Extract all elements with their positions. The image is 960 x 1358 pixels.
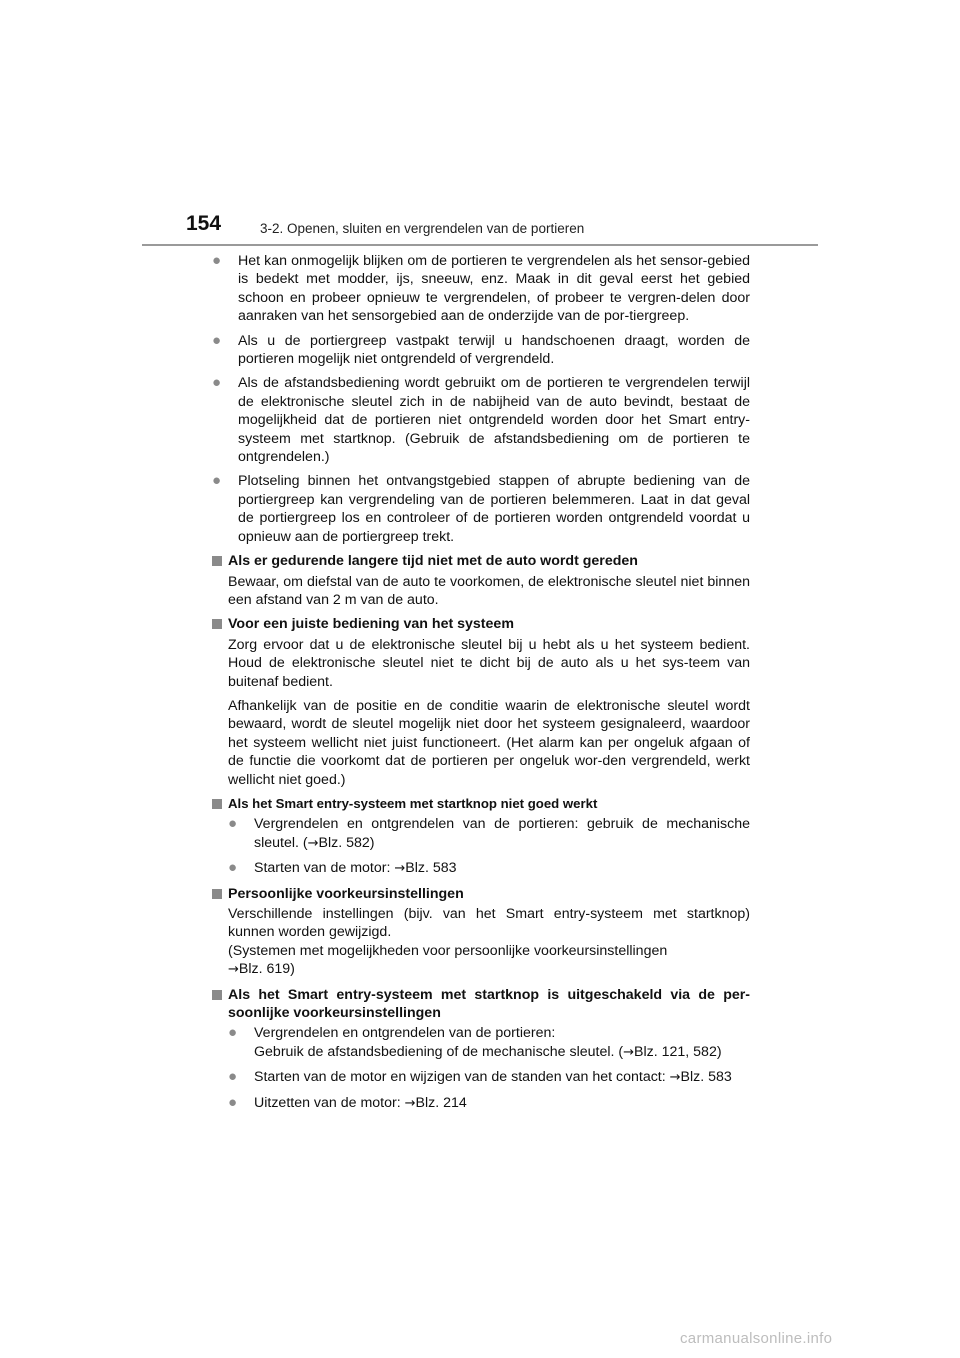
list-item: ● Het kan onmogelijk blijken om de portieren te vergrendelen als het sensor-gebied is bedekt met modder, ijs, sneeuw, enz. Maak in dit geval eerst het gebied schoon en probeer opnieuw te vergrendelen, of probeer te vergren-delen door aanraken van het sensorgebied aan de onderzijde van de por-tiergreep. <box>212 252 750 325</box>
list-item: ● Vergrendelen en ontgrendelen van de portieren: Gebruik de afstandsbediening of de mechanische sleutel. (→Blz. 121, 582) <box>228 1024 722 1060</box>
section-heading: Als het Smart entry-systeem met startknop niet goed werkt <box>212 795 750 813</box>
arrow-icon: → <box>404 1095 416 1111</box>
page-content <box>212 252 750 1119</box>
bullet-icon: ● <box>228 1068 238 1086</box>
arrow-icon: → <box>307 835 319 851</box>
list-item: ● Uitzetten van de motor: →Blz. 214 <box>228 1093 467 1111</box>
page-reference: Blz. 619) <box>238 961 295 978</box>
bullet-icon: ● <box>212 252 222 269</box>
list-item: ● Starten van de motor: →Blz. 583 <box>228 859 457 877</box>
square-bullet-icon <box>212 889 222 899</box>
header-divider <box>142 244 818 246</box>
watermark: carmanualsonline.info <box>680 1330 833 1347</box>
section-heading: Persoonlijke voorkeursinstellingen <box>212 885 750 903</box>
arrow-icon: → <box>669 1070 681 1086</box>
page-reference: Blz. 583 <box>405 860 457 877</box>
page-reference: Blz. 582) <box>318 834 375 851</box>
section-heading: Als het Smart entry-systeem met startknop is uitgeschakeld via de per-soonlijke voorkeursinstellingen <box>212 986 750 1023</box>
page-reference: Blz. 121, 582) <box>634 1043 722 1060</box>
square-bullet-icon <box>212 990 222 1000</box>
paragraph: Zorg ervoor dat u de elektronische sleutel bij u hebt als u het systeem bedient. Houd de elektronische sleutel niet te dicht bij de auto als u het sys-teem van buitenaf bedient. <box>228 636 750 690</box>
square-bullet-icon <box>212 556 222 566</box>
list-item: ● Plotseling binnen het ontvangstgebied stappen of abrupte bediening van de portiergreep kan vergrendeling van de portieren belemmeren. Laat in dat geval de portiergreep los en controleer of de portieren worden ontgrendeld voordat u opnieuw aan de portiergreep trekt. <box>212 472 750 545</box>
square-bullet-icon <box>212 799 222 809</box>
page-reference: Blz. 583 <box>680 1069 732 1086</box>
bullet-icon: ● <box>228 859 238 877</box>
arrow-icon: → <box>228 962 239 978</box>
list-item: ● Als de afstandsbediening wordt gebruikt om de portieren te vergrendelen terwijl de elektronische sleutel zich in de nabijheid van de auto bevindt, bestaat de mogelijkheid dat de portieren niet ontgrendeld worden door het Smart entry-systeem met startknop. (Gebruik de afstandsbediening om de portieren te ontgrendelen.) <box>212 374 750 466</box>
page-reference: Blz. 214 <box>415 1094 467 1111</box>
paragraph: Verschillende instellingen (bijv. van het Smart entry-systeem met startknop) kunnen worden gewijzigd. (Systemen met mogelijkheden voor persoonlijke voorkeursinstellingen →Blz. 619) <box>228 906 750 978</box>
section-heading: Als er gedurende langere tijd niet met de auto wordt gereden <box>212 552 750 570</box>
list-item: ● Als u de portiergreep vastpakt terwijl u handschoenen draagt, worden de portieren mogelijk niet ontgrendeld of vergrendeld. <box>212 331 750 368</box>
bullet-icon: ● <box>212 331 222 349</box>
bullet-icon: ● <box>228 815 238 833</box>
arrow-icon: → <box>623 1044 635 1060</box>
paragraph: Afhankelijk van de positie en de conditie waarin de elektronische sleutel wordt bewaard, wordt de sleutel mogelijk niet door het systeem gesignaleerd, waardoor het systeem wellicht niet juist functioneert. (Het alarm kan per ongeluk afgaan of de functie die voorkomt dat de portieren per ongeluk wor-den vergrendeld, werkt wellicht niet goed.) <box>228 697 750 788</box>
list-item: ● Vergrendelen en ontgrendelen van de portieren: gebruik de mechanische sleutel. (→Blz. 582) <box>228 815 750 851</box>
list-item: ● Starten van de motor en wijzigen van de standen van het contact: →Blz. 583 <box>228 1068 732 1086</box>
bullet-icon: ● <box>228 1093 238 1111</box>
section-title: 3-2. Openen, sluiten en vergrendelen van de portieren <box>260 221 585 236</box>
paragraph: Bewaar, om diefstal van de auto te voorkomen, de elektronische sleutel niet binnen een afstand van 2 m van de auto. <box>228 573 750 608</box>
bullet-icon: ● <box>212 374 222 392</box>
arrow-icon: → <box>394 861 406 877</box>
page-number: 154 <box>186 212 222 235</box>
square-bullet-icon <box>212 619 222 629</box>
section-heading: Voor een juiste bediening van het systeem <box>212 615 750 633</box>
bullet-icon: ● <box>228 1024 238 1042</box>
bullet-icon: ● <box>212 472 222 490</box>
